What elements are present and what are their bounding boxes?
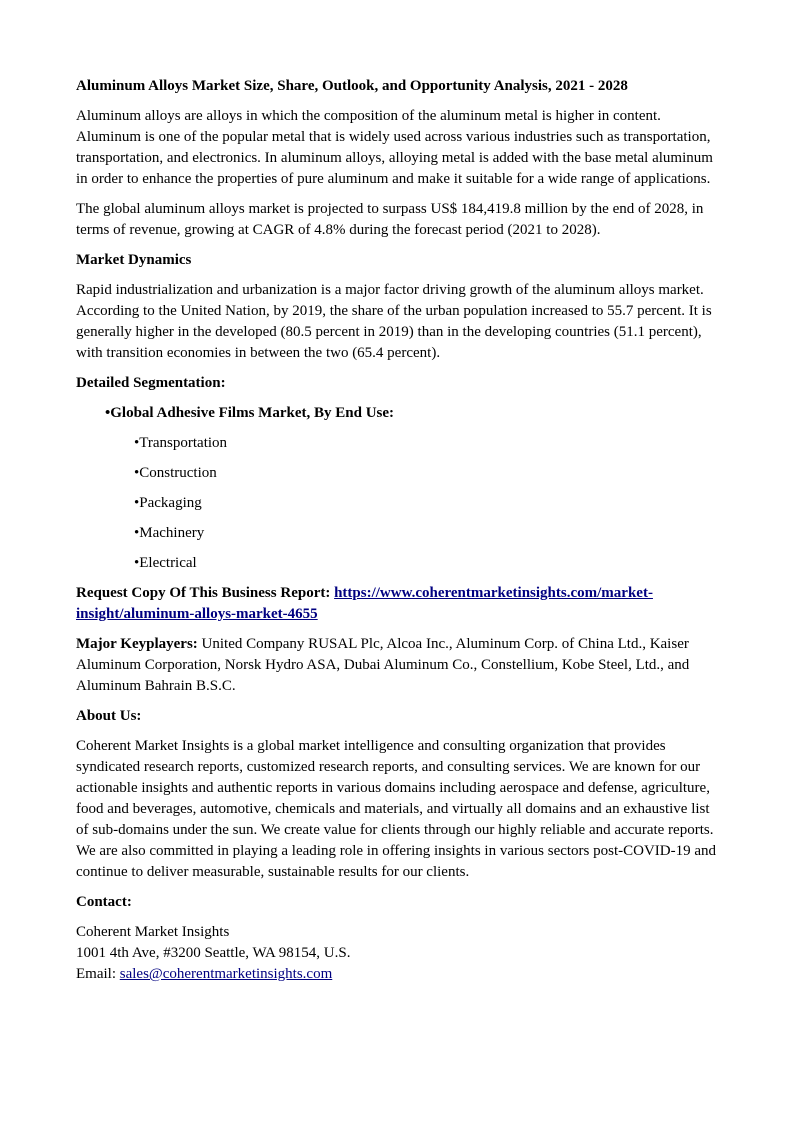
request-copy-label: Request Copy Of This Business Report: xyxy=(76,585,335,601)
contact-email-link[interactable]: sales@coherentmarketinsights.com xyxy=(119,966,333,982)
keyplayers-label: Major Keyplayers: xyxy=(76,636,198,652)
report-link[interactable]: https://www.coherentmarketinsights.com/market-insight/aluminum-alloys-market-4655 xyxy=(76,585,653,622)
contact-block xyxy=(76,922,722,985)
intro-paragraph-2: The global aluminum alloys market is projected to surpass US$ 184,419.8 million by the end of 2028, in terms of revenue, growing at CAGR of 4.8% during the forecast period (2021 to 2028). xyxy=(76,201,704,238)
segment-item-electrical: •Electrical xyxy=(134,555,197,571)
segment-item-machinery: •Machinery xyxy=(134,525,205,541)
contact-heading: Contact: xyxy=(76,894,132,910)
segment-item-construction: •Construction xyxy=(134,465,217,481)
segment-item-transportation: •Transportation xyxy=(134,435,228,451)
contact-email-label: Email: xyxy=(76,966,120,982)
market-dynamics-heading: Market Dynamics xyxy=(76,252,192,268)
about-text: Coherent Market Insights is a global market intelligence and consulting organization that provides syndicated research reports, customized research reports, and consulting services. We are known for our actionable insights and authentic reports in various domains including aerospace and defense, agriculture, food and beverages, automotive, chemicals and materials, and virtually all domains and an exhaustive list of sub-domains under the sun. We create value for clients through our highly reliable and accurate reports. We are also committed in playing a leading role in offering insights in various sectors post-COVID-19 and continue to deliver measurable, sustainable results for our clients. xyxy=(76,738,717,880)
intro-paragraph-1: Aluminum alloys are alloys in which the composition of the aluminum metal is higher in content. Aluminum is one of the popular metal that is widely used across various industries such as transportation, transportation, and electronics. In aluminum alloys, alloying metal is added with the base metal aluminum in order to enhance the properties of pure aluminum and make it suitable for a wide range of applications. xyxy=(76,108,713,187)
contact-company: Coherent Market Insights xyxy=(76,924,230,940)
segmentation-group-label: •Global Adhesive Films Market, By End Use: xyxy=(105,405,395,421)
market-dynamics-text: Rapid industrialization and urbanization is a major factor driving growth of the aluminum alloys market. According to the United Nation, by 2019, the share of the urban population increased to 55.7 percent. It is generally higher in the developed (80.5 percent in 2019) than in the developing countries (51.1 percent), with transition economies in between the two (65.4 percent). xyxy=(76,282,712,361)
request-copy-line xyxy=(76,583,722,625)
segmentation-heading: Detailed Segmentation: xyxy=(76,375,226,391)
contact-address: 1001 4th Ave, #3200 Seattle, WA 98154, U.S. xyxy=(76,945,351,961)
contact-email-line xyxy=(76,964,722,985)
keyplayers-paragraph xyxy=(76,634,722,697)
about-heading: About Us: xyxy=(76,708,142,724)
keyplayers-text: United Company RUSAL Plc, Alcoa Inc., Aluminum Corp. of China Ltd., Kaiser Aluminum Corporation, Norsk Hydro ASA, Dubai Aluminum Co., Constellium, Kobe Steel, Ltd., and Aluminum Bahrain B.S.C. xyxy=(76,636,690,694)
document-page xyxy=(76,76,722,985)
document-title: Aluminum Alloys Market Size, Share, Outlook, and Opportunity Analysis, 2021 - 2028 xyxy=(76,78,628,94)
segment-item-packaging: •Packaging xyxy=(134,495,202,511)
